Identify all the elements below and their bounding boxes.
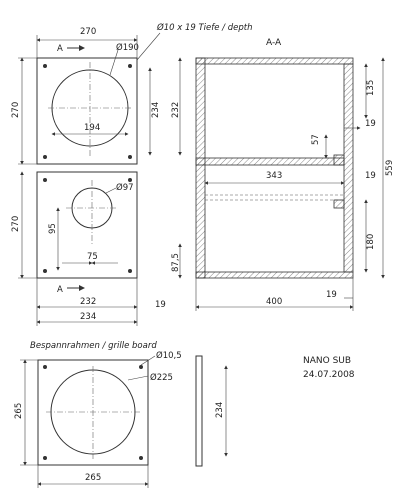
dim-19-bottom: 19: [326, 290, 337, 300]
dim-87-5: 87,5: [171, 253, 181, 272]
dim-front-232: 232: [171, 101, 181, 118]
front-view-upper-panel: [37, 58, 137, 164]
screw-hole: [43, 365, 47, 369]
grille-title: Bespannrahmen / grille board: [30, 341, 157, 351]
grille-hole-225: Ø225: [150, 373, 173, 383]
screw-hole: [43, 64, 47, 68]
dim-left-270-lower: 270: [11, 215, 21, 232]
dim-grille-265-bottom: 265: [85, 473, 102, 483]
dim-57: 57: [311, 134, 321, 145]
section-marker-top: A: [57, 44, 63, 54]
screw-hole: [128, 64, 132, 68]
screw-hole: [43, 456, 47, 460]
dim-559: 559: [385, 159, 395, 176]
hole-note: Ø10 x 19 Tiefe / depth: [157, 23, 253, 33]
dim-grille-265-left: 265: [14, 402, 24, 419]
dim-19-top: 19: [365, 119, 376, 129]
grille-hole-10-5: Ø10,5: [156, 351, 182, 361]
dim-port-75: 75: [87, 252, 98, 262]
dim-bottom-19: 19: [155, 300, 166, 310]
section-marker-bottom: A: [57, 285, 63, 295]
screw-hole: [43, 269, 47, 273]
dim-bottom-232: 232: [80, 297, 97, 307]
section-title: A-A: [266, 38, 282, 48]
screw-hole: [43, 178, 47, 182]
label-hole-190: Ø190: [116, 43, 139, 53]
dim-bottom-234: 234: [80, 312, 97, 322]
dim-grille-234: 234: [215, 401, 225, 418]
dim-left-270-upper: 270: [11, 101, 21, 118]
section-view: [196, 58, 353, 278]
screw-hole: [139, 365, 143, 369]
dim-400: 400: [266, 297, 283, 307]
project-name: NANO SUB: [303, 356, 352, 366]
screw-hole: [43, 155, 47, 159]
dim-19-mid: 19: [365, 171, 376, 181]
label-hole-97: Ø97: [116, 183, 134, 193]
dim-front-234: 234: [151, 101, 161, 118]
screw-hole: [139, 456, 143, 460]
dim-180: 180: [366, 233, 376, 250]
grille-board: [38, 360, 148, 465]
screw-hole: [128, 269, 132, 273]
dim-343: 343: [266, 171, 283, 181]
screw-hole: [128, 155, 132, 159]
dim-194: 194: [84, 123, 101, 133]
project-date: 24.07.2008: [303, 370, 355, 380]
screw-hole: [128, 178, 132, 182]
grille-side-view: [196, 356, 202, 466]
dim-135: 135: [366, 79, 376, 96]
dim-top-width: 270: [80, 27, 97, 37]
dim-port-95: 95: [48, 223, 58, 234]
